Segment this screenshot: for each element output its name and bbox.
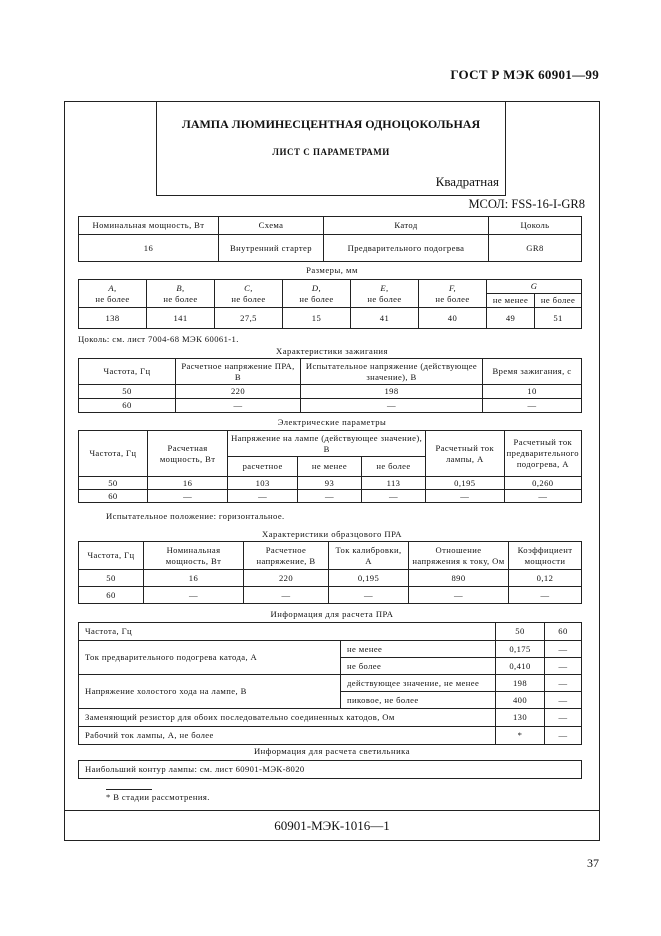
header-cell: Расчетный ток предварительного подогрева, А — [504, 431, 581, 477]
cell: 0,195 — [425, 477, 504, 490]
cell: — — [545, 675, 582, 692]
cell: 0,410 — [496, 658, 545, 675]
cell: 130 — [496, 709, 545, 727]
footnote-rule — [106, 789, 152, 790]
cell: 16 — [147, 477, 227, 490]
cell: — — [504, 490, 581, 503]
header-cell: F, не более — [419, 280, 487, 308]
page-number: 37 — [587, 856, 599, 870]
cell: — — [545, 727, 582, 745]
cell: 400 — [496, 692, 545, 709]
base-note: Цоколь: см. лист 7004-68 МЭК 60061-1. — [78, 334, 239, 344]
header-cell: не менее — [297, 457, 361, 477]
section-caption: Электрические параметры — [277, 417, 387, 427]
header-cell: Схема — [219, 217, 324, 235]
cell: 27,5 — [215, 308, 283, 329]
row-label: Ток предварительного подогрева катода, А — [79, 641, 341, 675]
cell: 50 — [79, 570, 144, 587]
ignition-table — [78, 358, 582, 413]
test-position-note: Испытательное положение: горизонтальное. — [106, 511, 285, 521]
cell: 138 — [79, 308, 147, 329]
cell: 113 — [362, 477, 426, 490]
cell: 198 — [496, 675, 545, 692]
cell: — — [483, 399, 582, 413]
header-cell: Цоколь — [489, 217, 582, 235]
header-cell: A, не более — [79, 280, 147, 308]
cell: — — [329, 587, 409, 604]
cell: 10 — [483, 385, 582, 399]
header-cell: Расчетное напряжение, В — [244, 542, 329, 570]
section-caption: Характеристики образцового ПРА — [262, 529, 402, 539]
cell: — — [545, 692, 582, 709]
cell: 890 — [409, 570, 509, 587]
cell: — — [176, 399, 301, 413]
header-cell: не более — [535, 294, 582, 308]
header-cell: Частота, Гц — [79, 431, 148, 477]
header-cell: не менее — [487, 294, 535, 308]
footer-divider — [64, 810, 600, 811]
cell: — — [509, 587, 582, 604]
row-label: Напряжение холостого хода на лампе, В — [79, 675, 341, 709]
cell: 220 — [176, 385, 301, 399]
cell: 93 — [297, 477, 361, 490]
lamp-shape: Квадратная — [435, 174, 499, 189]
header-cell: Номинальная мощность, Вт — [144, 542, 244, 570]
row-label: Наибольший контур лампы: см. лист 60901-МЭК-8020 — [79, 761, 582, 779]
reference-ballast-table — [78, 541, 582, 604]
dimensions-table — [78, 279, 582, 329]
cell: 60 — [545, 623, 582, 641]
cell: 0,175 — [496, 641, 545, 658]
cell: * — [496, 727, 545, 745]
cell: 49 — [487, 308, 535, 329]
cell: 50 — [79, 477, 148, 490]
header-cell: Напряжение на лампе (действующее значение), В — [228, 431, 426, 457]
cell: 41 — [351, 308, 419, 329]
cell: — — [147, 490, 227, 503]
row-label: Рабочий ток лампы, А, не более — [79, 727, 496, 745]
sheet-subtitle: ЛИСТ С ПАРАМЕТРАМИ — [272, 147, 390, 157]
row-label: Частота, Гц — [79, 623, 496, 641]
sub-label: действующее значение, не менее — [341, 675, 496, 692]
header-cell: Номинальная мощность, Вт — [79, 217, 219, 235]
header-cell: Катод — [324, 217, 489, 235]
cell: — — [409, 587, 509, 604]
header-cell: расчетное — [228, 457, 298, 477]
cell: 60 — [79, 399, 176, 413]
header-cell: Частота, Гц — [79, 359, 176, 385]
footnote: * В стадии рассмотрения. — [106, 792, 210, 802]
header-cell: C, не более — [215, 280, 283, 308]
cell: — — [362, 490, 426, 503]
luminaire-table — [78, 760, 582, 779]
cell: 60 — [79, 587, 144, 604]
cell: — — [228, 490, 298, 503]
cell: — — [545, 658, 582, 675]
cell: — — [301, 399, 483, 413]
sheet-code: 60901-МЭК-1016—1 — [274, 818, 390, 833]
header-cell: Испытательное напряжение (действующее значение), В — [301, 359, 483, 385]
cell: 16 — [144, 570, 244, 587]
header-cell: Коэффициент мощности — [509, 542, 582, 570]
header-cell: Частота, Гц — [79, 542, 144, 570]
sub-label: пиковое, не более — [341, 692, 496, 709]
header-cell: не более — [362, 457, 426, 477]
cell: 220 — [244, 570, 329, 587]
header-cell: G — [487, 280, 582, 294]
sub-label: не более — [341, 658, 496, 675]
header-cell: Расчетный ток лампы, А — [425, 431, 504, 477]
general-table — [78, 216, 582, 262]
cell: — — [144, 587, 244, 604]
cell: Предварительного подогрева — [324, 235, 489, 262]
header-cell: Время зажигания, с — [483, 359, 582, 385]
header-cell: E, не более — [351, 280, 419, 308]
cell: 103 — [228, 477, 298, 490]
ballast-info-table — [78, 622, 582, 745]
cell: 0,195 — [329, 570, 409, 587]
cell: 51 — [535, 308, 582, 329]
cell: GR8 — [489, 235, 582, 262]
header-cell: Ток калибровки, А — [329, 542, 409, 570]
cell: 15 — [283, 308, 351, 329]
cell: Внутренний стартер — [219, 235, 324, 262]
cell: 198 — [301, 385, 483, 399]
header-cell: D, не более — [283, 280, 351, 308]
document-header: ГОСТ Р МЭК 60901—99 — [450, 67, 599, 82]
cell: — — [297, 490, 361, 503]
cell: 141 — [147, 308, 215, 329]
header-cell: B, не более — [147, 280, 215, 308]
header-cell: Расчетная мощность, Вт — [147, 431, 227, 477]
section-caption: Характеристики зажигания — [276, 346, 388, 356]
header-cell: Расчетное напряжение ПРА, В — [176, 359, 301, 385]
cell: — — [425, 490, 504, 503]
section-caption: Информация для расчета ПРА — [270, 609, 394, 619]
cell: — — [545, 641, 582, 658]
cell: 50 — [79, 385, 176, 399]
sheet-title: ЛАМПА ЛЮМИНЕСЦЕНТНАЯ ОДНОЦОКОЛЬНАЯ — [181, 117, 481, 131]
cell: 40 — [419, 308, 487, 329]
cell: 50 — [496, 623, 545, 641]
section-caption: Информация для расчета светильника — [253, 746, 411, 756]
section-caption: Размеры, мм — [306, 265, 358, 275]
cell: — — [545, 709, 582, 727]
row-label: Заменяющий резистор для обоих последовательно соединенных катодов, Ом — [79, 709, 496, 727]
sub-label: не менее — [341, 641, 496, 658]
electrical-table — [78, 430, 582, 503]
cell: 16 — [79, 235, 219, 262]
cell: 60 — [79, 490, 148, 503]
header-cell: Отношение напряжения к току, Ом — [409, 542, 509, 570]
cell: 0,260 — [504, 477, 581, 490]
cell: 0,12 — [509, 570, 582, 587]
mcol-code: МСОЛ: FSS-16-I-GR8 — [468, 197, 585, 211]
cell: — — [244, 587, 329, 604]
